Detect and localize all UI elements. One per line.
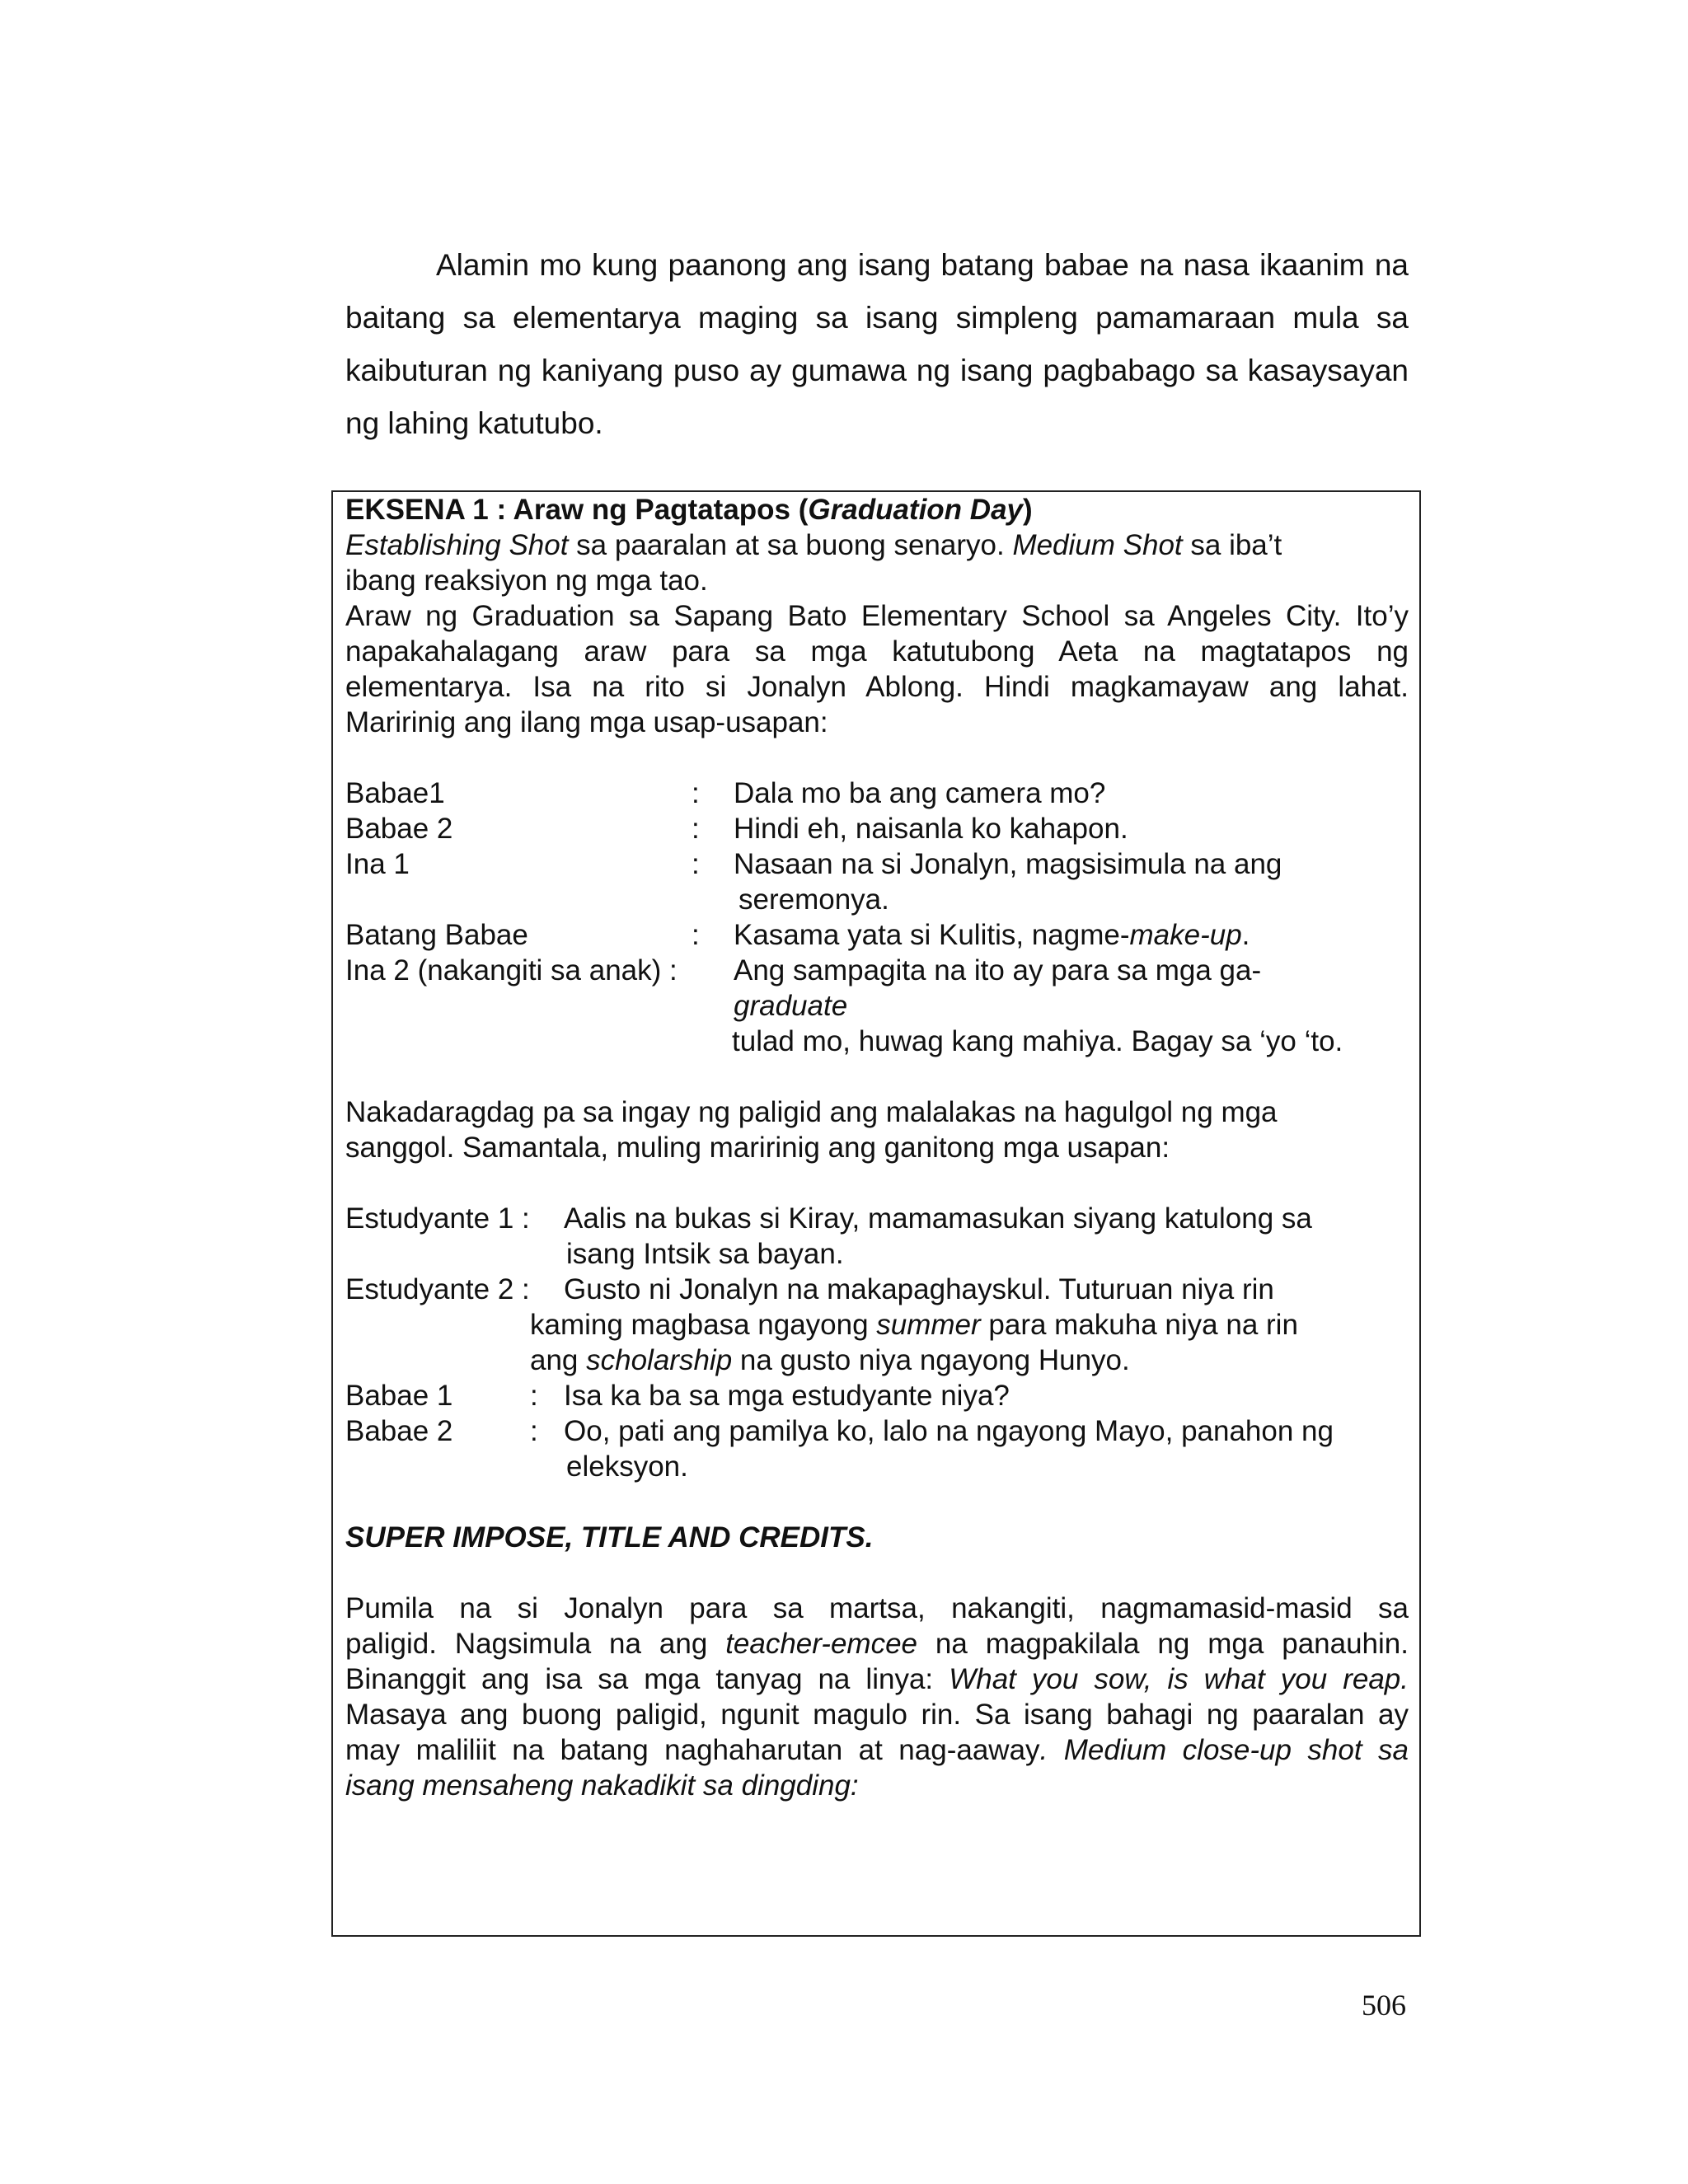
speaker: Babae 1 <box>345 1380 453 1412</box>
scene-desc-line: napakahalagang araw para sa mga katutubong Aeta na magtatapos ng <box>345 635 1409 668</box>
speaker: Ina 2 (nakangiti sa anak) : <box>345 954 678 987</box>
dialogue-row <box>345 811 1409 846</box>
paragraph-line: may maliliit na batang naghaharutan at nag-aaway. Medium close-up shot sa <box>345 1734 1409 1766</box>
dialogue-row <box>345 846 1409 882</box>
paragraph-line: paligid. Nagsimula na ang teacher-emcee na magpakilala ng mga panauhin. <box>345 1628 1409 1660</box>
dialogue-line: Oo, pati ang pamilya ko, lalo na ngayong Mayo, panahon ng <box>564 1415 1334 1447</box>
dialogue-line: kaming magbasa ngayong summer para makuha niya na rin <box>530 1309 1298 1341</box>
paragraph-line: Nakadaragdag pa sa ingay ng paligid ang malalakas na hagulgol ng mga <box>345 1096 1278 1128</box>
scene-desc-line: Maririnig ang ilang mga usap-usapan: <box>345 706 828 738</box>
scene-heading: EKSENA 1 : Araw ng Pagtatapos (Graduation Day) <box>345 494 1033 526</box>
page-number: 506 <box>1362 1989 1406 2022</box>
dialogue-line: Gusto ni Jonalyn na makapaghayskul. Tuturuan niya rin <box>564 1273 1274 1305</box>
scene-setup: Establishing Shot sa paaralan at sa buong senaryo. Medium Shot sa iba’t <box>345 529 1282 561</box>
speaker: Estudyante 1 : <box>345 1202 530 1235</box>
dialogue-line: ang scholarship na gusto niya ngayong Hunyo. <box>530 1344 1130 1376</box>
dialogue-line: Isa ka ba sa mga estudyante niya? <box>564 1380 1010 1412</box>
dialogue-row <box>345 1343 1409 1378</box>
speaker: Babae 2 <box>345 813 453 845</box>
dialogue-row <box>345 882 1409 917</box>
scene-content <box>345 492 1409 1803</box>
speaker: Estudyante 2 : <box>345 1273 530 1305</box>
dialogue-line: Ang sampagita na ito ay para sa mga ga- <box>734 954 1262 987</box>
dialogue-row <box>345 1272 1409 1307</box>
dialogue-line: Dala mo ba ang camera mo? <box>734 777 1106 809</box>
super-impose-heading: SUPER IMPOSE, TITLE AND CREDITS. <box>345 1521 874 1554</box>
dialogue-row <box>345 1236 1409 1272</box>
dialogue-line: Nasaan na si Jonalyn, magsisimula na ang <box>734 848 1282 880</box>
dialogue-line: seremonya. <box>738 883 889 916</box>
dialogue-line: isang Intsik sa bayan. <box>566 1238 844 1270</box>
colon: : <box>692 777 700 809</box>
intro-line: kaibuturan ng kaniyang puso ay gumawa ng isang pagbabago sa kasaysayan <box>345 354 1409 387</box>
dialogue-row <box>345 1201 1409 1236</box>
dialogue-line: tulad mo, huwag kang mahiya. Bagay sa ‘yo ‘to. <box>732 1025 1343 1057</box>
dialogue-row <box>345 917 1409 953</box>
dialogue-line: Hindi eh, naisanla ko kahapon. <box>734 813 1128 845</box>
scene-desc-line: elementarya. Isa na rito si Jonalyn Ablong. Hindi magkamayaw ang lahat. <box>345 671 1409 703</box>
dialogue-line: graduate <box>734 990 848 1022</box>
colon: : <box>530 1415 538 1447</box>
dialogue-row <box>345 1449 1409 1484</box>
dialogue-line: eleksyon. <box>566 1451 688 1483</box>
dialogue-row <box>345 1307 1409 1343</box>
dialogue-line: Kasama yata si Kulitis, nagme-make-up. <box>734 919 1250 951</box>
intro-paragraph <box>345 239 1409 397</box>
colon: : <box>692 813 700 845</box>
dialogue-row <box>345 988 1409 1024</box>
colon: : <box>692 919 700 951</box>
colon: : <box>530 1380 538 1412</box>
speaker: Babae1 <box>345 777 445 809</box>
dialogue-line: Aalis na bukas si Kiray, mamamasukan siyang katulong sa <box>564 1202 1312 1235</box>
dialogue-row <box>345 1024 1409 1059</box>
speaker: Batang Babae <box>345 919 528 951</box>
paragraph-line: Binanggit ang isa sa mga tanyag na linya: What you sow, is what you reap. <box>345 1663 1409 1695</box>
dialogue-row <box>345 776 1409 811</box>
intro-line: ng lahing katutubo. <box>345 406 603 440</box>
paragraph-line: sanggol. Samantala, muling maririnig ang ganitong mga usapan: <box>345 1132 1170 1164</box>
scene-setup-cont: ibang reaksiyon ng mga tao. <box>345 565 708 597</box>
intro-line: Alamin mo kung paanong ang isang batang babae na nasa ikaanim na <box>436 248 1409 282</box>
paragraph-line: isang mensaheng nakadikit sa dingding: <box>345 1769 859 1802</box>
scene-desc-line: Araw ng Graduation sa Sapang Bato Elementary School sa Angeles City. Ito’y <box>345 600 1409 632</box>
dialogue-row <box>345 953 1409 988</box>
dialogue-row <box>345 1378 1409 1413</box>
intro-line: baitang sa elementarya maging sa isang simpleng pamamaraan mula sa <box>345 301 1409 335</box>
speaker: Ina 1 <box>345 848 410 880</box>
paragraph-line: Pumila na si Jonalyn para sa martsa, nakangiti, nagmamasid-masid sa <box>345 1592 1409 1624</box>
paragraph-line: Masaya ang buong paligid, ngunit magulo rin. Sa isang bahagi ng paaralan ay <box>345 1699 1409 1731</box>
dialogue-row <box>345 1413 1409 1449</box>
speaker: Babae 2 <box>345 1415 453 1447</box>
colon: : <box>692 848 700 880</box>
